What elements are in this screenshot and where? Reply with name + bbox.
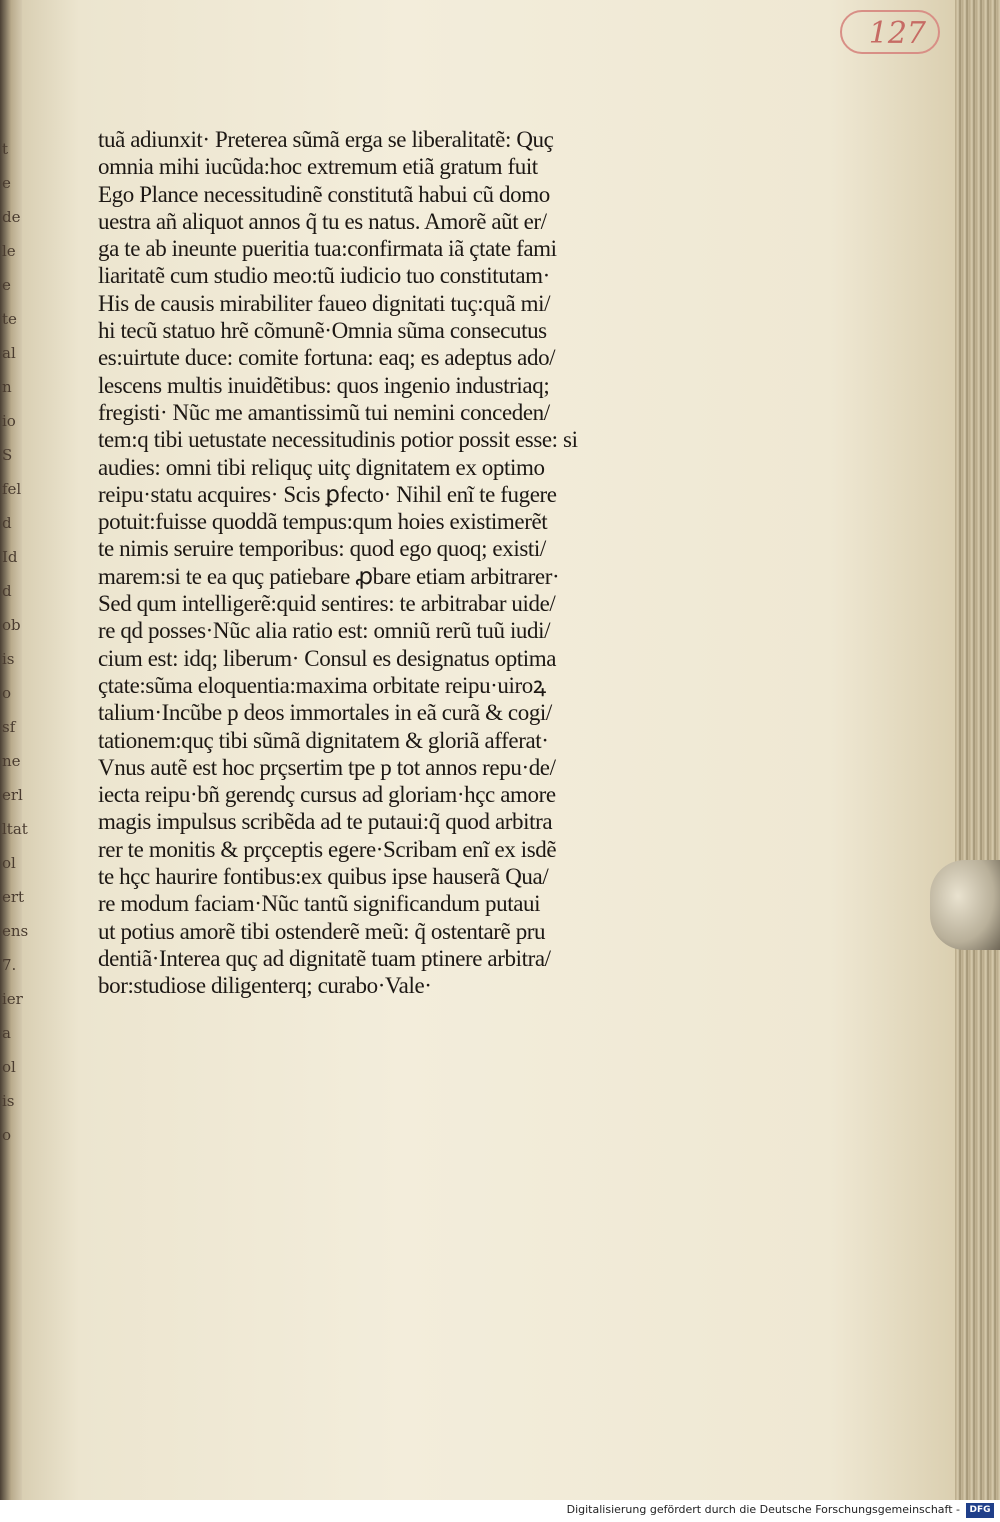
right-page-edges [955, 0, 1000, 1500]
margin-fragment: sf [2, 718, 16, 736]
margin-fragment: d [2, 582, 12, 600]
margin-fragment: ne [2, 752, 21, 770]
page-clip [930, 860, 1000, 950]
text-line: tuã adiunxit· Preterea sũmã erga se liberalitatẽ: Quç [98, 127, 554, 152]
text-line: dentiã·Interea quç ad dignitatẽ tuam ptinere arbitra/ [98, 945, 551, 971]
margin-fragment: erl [2, 786, 23, 804]
text-line: talium·Incũbe p deos immortales in eã curã & cogi/ [98, 700, 552, 726]
text-line: marem:si te ea quç patiebare ꝓbare etiam arbitrarer· [98, 563, 560, 589]
margin-fragment: ol [2, 854, 16, 872]
text-line: lescens multis inuidẽtibus: quos ingenio industriaq; [98, 372, 550, 398]
margin-fragment: e [2, 174, 11, 192]
margin-fragment: ol [2, 1058, 16, 1076]
text-line: Sed qum intelligerẽ:quid sentires: te arbitrabar uide/ [98, 591, 556, 617]
text-line: bor:studiose diligenterq; curabo·Vale· [98, 973, 432, 999]
text-line: re qd posses·Nũc alia ratio est: omniũ rerũ tuũ iudi/ [98, 618, 551, 644]
text-line: rer te monitis & prçceptis egere·Scribam enĩ ex isdẽ [98, 836, 557, 862]
margin-fragment: e [2, 276, 11, 294]
text-line: ga te ab ineunte pueritia tua:confirmata iã çtate fami [98, 236, 557, 262]
text-line: cium est: idq; liberum· Consul es designatus optima [98, 645, 557, 671]
margin-fragment: a [2, 1024, 11, 1042]
text-line: omnia mihi iucũda:hoc extremum etiã gratum fuit [98, 154, 538, 180]
text-line: His de causis mirabiliter faueo dignitati tuç:quã mi/ [98, 290, 551, 316]
margin-fragment: is [2, 650, 15, 668]
text-line: re modum faciam·Nũc tantũ significandum putaui [98, 891, 541, 917]
margin-fragment: ert [2, 888, 25, 906]
margin-fragment: al [2, 344, 16, 362]
footer-bar [0, 1500, 1000, 1522]
margin-fragment: o [2, 684, 12, 702]
text-line: tationem:quç tibi sũmã dignitatem & gloriã afferat· [98, 727, 549, 753]
margin-fragment: n [2, 378, 12, 396]
text-line: hi tecũ statuo hrẽ cõmunẽ·Omnia sũma consecutus [98, 318, 547, 344]
margin-fragment: S [2, 446, 13, 464]
margin-fragment: Id [2, 548, 18, 566]
text-line: reipu·statu acquires· Scis ꝑfecto· Nihil enĩ te fugere [98, 481, 557, 507]
margin-fragment: t [2, 140, 9, 158]
margin-fragment: ob [2, 616, 21, 634]
text-line: potuit:fuisse quoddã tempus:qum hoies existimerẽt [98, 509, 548, 535]
text-line: audies: omni tibi reliquç uitç dignitatem ex optimo [98, 454, 545, 480]
margin-fragment: ltat [2, 820, 28, 838]
margin-fragment: fel [2, 480, 22, 498]
text-line: liaritatẽ cum studio meo:tũ iudicio tuo constitutam· [98, 263, 550, 289]
margin-fragment: d [2, 514, 12, 532]
text-line: Ego Plance necessitudinẽ constitutã habui cũ domo [98, 181, 550, 207]
margin-fragment: io [2, 412, 16, 430]
text-line: ut potius amorẽ tibi ostenderẽ meũ: q̃ ostentarẽ pru [98, 918, 546, 944]
text-line: çtate:sũma eloquentia:maxima orbitate reipu·uiroꝝ [98, 672, 546, 698]
text-line: fregisti· Nũc me amantissimũ tui nemini conceden/ [98, 399, 550, 425]
left-margin-fragments [0, 0, 29, 1500]
dfg-logo: DFG [966, 1503, 994, 1518]
text-line: te nimis seruire temporibus: quod ego quoq; existi/ [98, 536, 546, 562]
folio-number: 127 [840, 10, 940, 54]
text-line: uestra añ aliquot annos q̃ tu es natus. Amorẽ aũt er/ [98, 208, 547, 234]
funding-notice: Digitalisierung gefördert durch die Deutsche Forschungsgemeinschaft - [566, 1503, 960, 1516]
text-line: Vnus autẽ est hoc prçsertim tpe p tot annos repu·de/ [98, 754, 556, 780]
body-text [98, 126, 738, 1000]
text-line: iecta reipu·bñ gerendç cursus ad gloriam·hçc amore [98, 782, 556, 808]
text-line: magis impulsus scribẽda ad te putaui:q̃ quod arbitra [98, 809, 553, 835]
margin-fragment: le [2, 242, 16, 260]
text-line: te hçc haurire fontibus:ex quibus ipse hauserã Qua/ [98, 864, 549, 890]
margin-fragment: 7. [2, 956, 17, 974]
text-line: es:uirtute duce: comite fortuna: eaq; es adeptus ado/ [98, 345, 556, 371]
margin-fragment: de [2, 208, 21, 226]
margin-fragment: is [2, 1092, 15, 1110]
text-line: tem:q tibi uetustate necessitudinis potior possit esse: si [98, 427, 578, 453]
margin-fragment: o [2, 1126, 12, 1144]
margin-fragment: te [2, 310, 17, 328]
margin-fragment: ens [2, 922, 29, 940]
margin-fragment: ier [2, 990, 23, 1008]
